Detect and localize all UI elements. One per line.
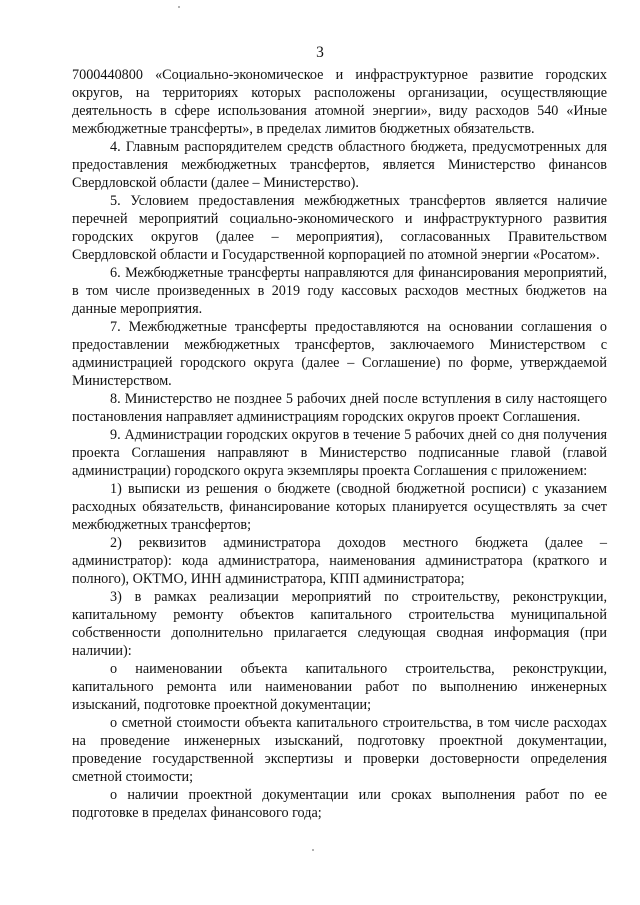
info-item-estimate-cost: о сметной стоимости объекта капитального строительства, в том числе расходах на проведение инженерных изысканий, подготовку проектной документации, проведение государственной экспертизы и проверки достоверности определения сметной стоимости; (72, 715, 607, 785)
paragraph-item-5: 5. Условием предоставления межбюджетных трансфертов является наличие перечней мероприятий социально-экономического и инфраструктурного развития городских округов (далее – мероприятия), согласованных Правительством Свердловской области и Государственной корпорацией по атомной энергии «Росатом». (72, 193, 607, 263)
scan-speck (312, 849, 314, 851)
paragraph-item-6: 6. Межбюджетные трансферты направляются для финансирования мероприятий, в том числе произведенных в 2019 году кассовых расходов местных бюджетов на данные мероприятия. (72, 265, 607, 317)
document-body (72, 66, 607, 822)
subitem-1: 1) выписки из решения о бюджете (сводной бюджетной росписи) с указанием расходных обязательств, финансирование которых планируется осуществлять за счет межбюджетных трансфертов; (72, 481, 607, 533)
paragraph-item-8: 8. Министерство не позднее 5 рабочих дней после вступления в силу настоящего постановления направляет администрациям городских округов проект Соглашения. (72, 391, 607, 425)
paragraph-continuation: 7000440800 «Социально-экономическое и инфраструктурное развитие городских округов, на территориях которых расположены организации, осуществляющие деятельность в сфере использования атомной энергии», виду расходов 540 «Иные межбюджетные трансферты», в пределах лимитов бюджетных обязательств. (72, 67, 607, 137)
subitem-3: 3) в рамках реализации мероприятий по строительству, реконструкции, капитальному ремонту объектов капитального строительства муниципальной собственности дополнительно прилагается следующая сводная информация (при наличии): (72, 589, 607, 659)
page-number: 3 (316, 44, 324, 61)
scan-speck (178, 6, 180, 8)
paragraph-item-4: 4. Главным распорядителем средств областного бюджета, предусмотренных для предоставления межбюджетных трансфертов, является Министерство финансов Свердловской области (далее – Министерство). (72, 139, 607, 191)
paragraph-item-7: 7. Межбюджетные трансферты предоставляются на основании соглашения о предоставлении межбюджетных трансфертов, заключаемого Министерством с администрацией городского округа (далее – Соглашение) по форме, утверждаемой Министерством. (72, 319, 607, 389)
info-item-project-docs: о наличии проектной документации или сроках выполнения работ по ее подготовке в пределах финансового года; (72, 787, 607, 821)
info-item-object-name: о наименовании объекта капитального строительства, реконструкции, капитального ремонта или наименовании работ по выполнению инженерных изысканий, подготовке проектной документации; (72, 661, 607, 713)
subitem-2: 2) реквизитов администратора доходов местного бюджета (далее – администратор): кода администратора, наименования администратора (краткого и полного), ОКТМО, ИНН администратора, КПП администратора; (72, 535, 607, 587)
paragraph-item-9: 9. Администрации городских округов в течение 5 рабочих дней со дня получения проекта Соглашения направляют в Министерство подписанные главой (главой администрации) городского округа экземпляры проекта Соглашения с приложением: (72, 427, 607, 479)
